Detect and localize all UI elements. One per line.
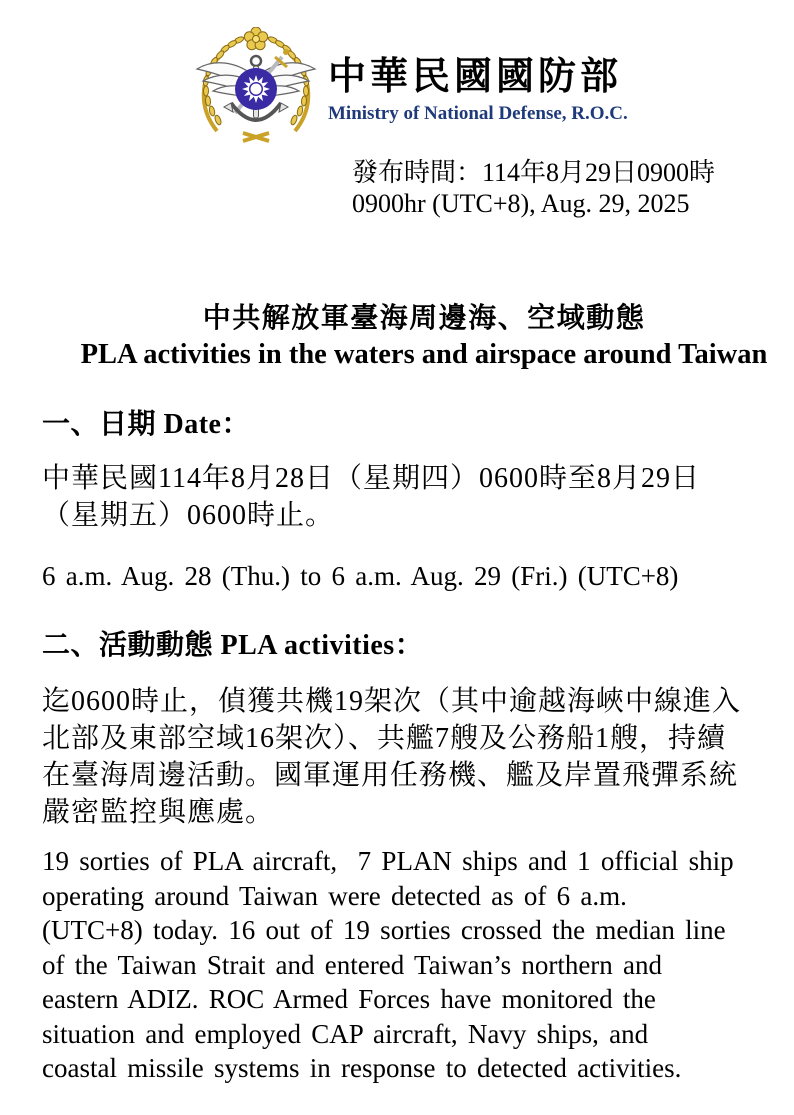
text-line: coastal missile systems in response to detected activities.	[42, 1053, 682, 1083]
text-line: 中華民國114年8月28日（星期四）0600時至8月29日	[42, 463, 700, 494]
release-time-zh: 發布時間：114年8月29日0900時	[352, 158, 716, 187]
text-line: eastern ADIZ. ROC Armed Forces have monitored the	[42, 984, 656, 1014]
document-title	[34, 301, 794, 371]
document-title-en: PLA activities in the waters and airspace around Taiwan	[80, 339, 768, 370]
release-time-en: 0900hr (UTC+8), Aug. 29, 2025	[352, 189, 690, 218]
section-1-heading: 一、日期 Date：	[42, 409, 250, 440]
document-title-zh: 中共解放軍臺海周邊海、空域動態	[202, 303, 646, 334]
section-2-heading: 二、活動動態 PLA activities：	[42, 630, 424, 661]
text-line: （星期五）0600時止。	[42, 500, 335, 531]
text-line: of the Taiwan Strait and entered Taiwan’s northern and	[42, 949, 663, 980]
text-line: 北部及東部空域16架次）、共艦7艘及公務船1艘，持續	[42, 723, 727, 754]
release-time	[352, 157, 715, 219]
text-line: operating around Taiwan were detected as of 6 a.m.	[42, 880, 627, 911]
section-2-body-en	[42, 844, 734, 1086]
mnd-emblem	[187, 27, 325, 145]
text-line: 在臺海周邊活動。國軍運用任務機、艦及岸置飛彈系統	[42, 760, 739, 791]
section-1-body-zh	[42, 460, 700, 534]
text-line: (UTC+8) today. 16 out of 19 sorties crossed the median line	[42, 915, 726, 945]
text-line: 19 sorties of PLA aircraft, 7 PLAN ships and 1 official ship	[42, 846, 734, 876]
section-2-body-zh	[42, 683, 741, 831]
agency-name-zh: 中華民國國防部	[328, 56, 623, 98]
text-line: situation and employed CAP aircraft, Navy ships, and	[42, 1018, 649, 1049]
agency-header	[328, 56, 628, 125]
text-line: 6 a.m. Aug. 28 (Thu.) to 6 a.m. Aug. 29 (Fri.) (UTC+8)	[42, 561, 679, 591]
mnd-emblem-icon	[187, 27, 325, 145]
text-line: 嚴密監控與應處。	[42, 797, 275, 828]
text-line: 迄0600時止，偵獲共機19架次（其中逾越海峽中線進入	[42, 686, 742, 717]
agency-name-en: Ministry of National Defense, R.O.C.	[328, 103, 628, 124]
section-1-body-en	[42, 559, 678, 594]
